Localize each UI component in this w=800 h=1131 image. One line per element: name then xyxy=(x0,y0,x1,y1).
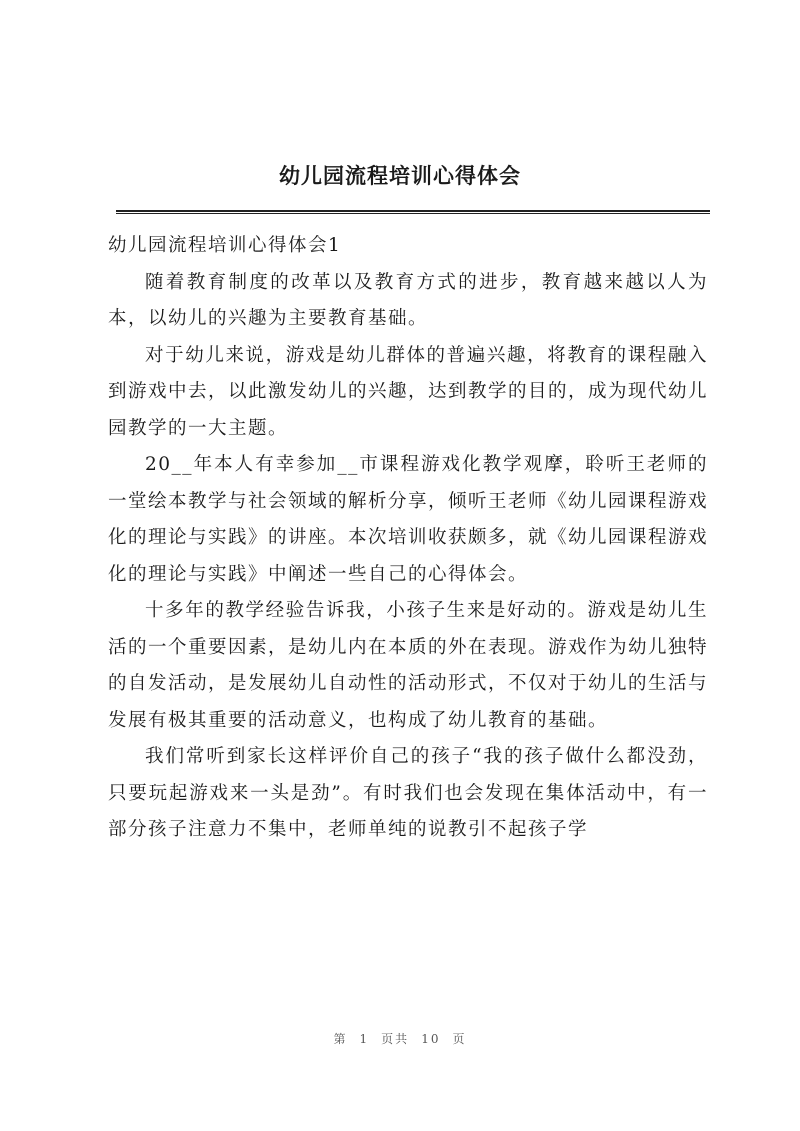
title-divider xyxy=(116,210,710,214)
paragraph-1: 随着教育制度的改革以及教育方式的进步，教育越来越以人为本，以幼儿的兴趣为主要教育基础。 xyxy=(108,271,708,329)
document-title: 幼儿园流程培训心得体会 xyxy=(279,163,521,188)
footer-page-total: 10 xyxy=(421,1032,441,1046)
page-footer xyxy=(0,1030,800,1047)
paragraph-4: 十多年的教学经验告诉我，小孩子生来是好动的。游戏是幼儿生活的一个重要因素，是幼儿内在本质的外在表现。游戏作为幼儿独特的自发活动，是发展幼儿自动性的活动形式，不仅对于幼儿的生活与发展有极其重要的活动意义，也构成了幼儿教育的基础。 xyxy=(108,600,709,731)
footer-page-suffix: 页 xyxy=(452,1032,467,1046)
paragraph-3: 20__年本人有幸参加__市课程游戏化教学观摩，聆听王老师的一堂绘本教学与社会领域的解析分享，倾听王老师《幼儿园课程游戏化的理论与实践》的讲座。本次培训收获颇多，就《幼儿园课程游戏化的理论与实践》中阐述一些自己的心得体会。 xyxy=(108,454,709,585)
footer-page-middle: 页共 xyxy=(381,1032,410,1046)
paragraph-2: 对于幼儿来说，游戏是幼儿群体的普遍兴趣，将教育的课程融入到游戏中去，以此激发幼儿的兴趣，达到教学的目的，成为现代幼儿园教学的一大主题。 xyxy=(108,344,709,439)
footer-page-prefix: 第 xyxy=(333,1032,348,1046)
footer-page-number: 1 xyxy=(359,1032,370,1046)
document-body xyxy=(108,228,708,849)
paragraph-5: 我们常听到家长这样评价自己的孩子“我的孩子做什么都没劲，只要玩起游戏来一头是劲”。有时我们也会发现在集体活动中，有一部分孩子注意力不集中，老师单纯的说教引不起孩子学 xyxy=(108,746,708,840)
section-heading: 幼儿园流程培训心得体会1 xyxy=(108,235,342,256)
